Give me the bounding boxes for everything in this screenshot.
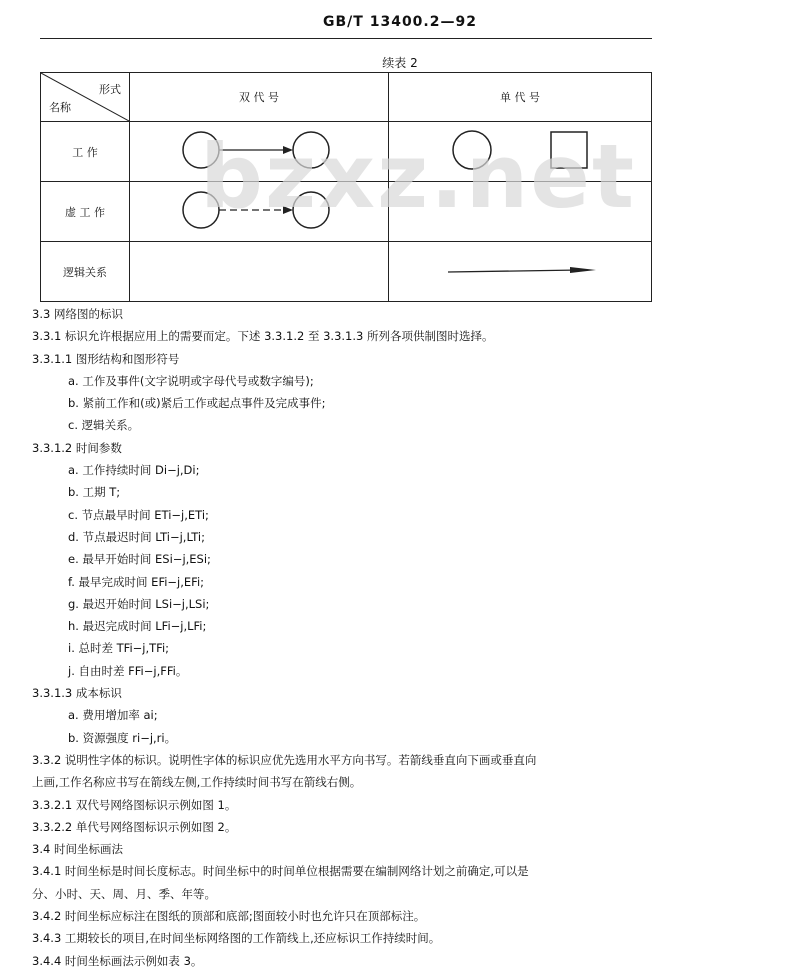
text-line: e. 最早开始时间 ESi−j,ESi; [68, 552, 211, 567]
text-line: 3.4.4 时间坐标画法示例如表 3。 [32, 953, 203, 968]
logic-arrow [420, 260, 620, 280]
end-node-circle [293, 132, 329, 168]
table-caption: 续表 2 [382, 56, 418, 70]
table-header-row [41, 73, 652, 122]
text-line: 3.3.1.3 成本标识 [32, 686, 122, 701]
double-logic-empty [130, 242, 389, 302]
double-work-symbol [130, 122, 389, 182]
end-node-circle [293, 192, 329, 228]
text-line: 上画,工作名称应书写在箭线左侧,工作持续时间书写在箭线右侧。 [32, 775, 362, 790]
text-line: 3.3.1 标识允许根据应用上的需要而定。下述 3.3.1.2 至 3.3.1.3 所列各项供制图时选择。 [32, 329, 494, 344]
node-square [551, 132, 587, 168]
row-label: 逻辑关系 [41, 242, 130, 302]
text-line: 3.3.1.2 时间参数 [32, 440, 122, 455]
col-header-double: 双 代 号 [130, 73, 389, 122]
text-line: b. 工期 T; [68, 485, 121, 500]
node-circle [453, 131, 491, 169]
header-rule [40, 38, 652, 39]
text-line: 3.3.2 说明性字体的标识。说明性字体的标识应优先选用水平方向书写。若箭线垂直向下画或垂直向 [32, 752, 537, 767]
table-row [41, 122, 652, 182]
row-label: 工 作 [41, 122, 130, 182]
corner-top-label: 形式 [99, 83, 121, 96]
work-arrow-diagram [169, 125, 349, 175]
text-line: 3.4.1 时间坐标是时间长度标志。时间坐标中的时间单位根据需要在编制网络计划之前确定,可以是 [32, 864, 529, 879]
single-node-diagram [430, 125, 610, 175]
table-row [41, 242, 652, 302]
table-row [41, 182, 652, 242]
start-node-circle [183, 192, 219, 228]
text-line: 3.3.1.1 图形结构和图形符号 [32, 351, 180, 366]
document-header: GB/T 13400.2—92 [323, 14, 477, 30]
row-label: 虚 工 作 [41, 182, 130, 242]
text-line: i. 总时差 TFi−j,TFi; [68, 641, 170, 656]
text-line: 3.4.3 工期较长的项目,在时间坐标网络图的工作箭线上,还应标识工作持续时间。 [32, 931, 441, 946]
text-line: 3.3.2.2 单代号网络图标识示例如图 2。 [32, 819, 237, 834]
start-node-circle [183, 132, 219, 168]
text-line: j. 自由时差 FFi−j,FFi。 [68, 663, 188, 678]
text-line: c. 节点最早时间 ETi−j,ETi; [68, 507, 209, 522]
corner-cell [41, 73, 130, 122]
text-line: f. 最早完成时间 EFi−j,EFi; [68, 574, 205, 589]
text-line: 3.4.2 时间坐标应标注在图纸的顶部和底部;图面较小时也允许只在顶部标注。 [32, 909, 426, 924]
watermark: bzxz.net [200, 125, 637, 228]
text-line: b. 紧前工作和(或)紧后工作或起点事件及完成事件; [68, 396, 326, 411]
single-dummy-empty [389, 182, 652, 242]
text-line: a. 工作持续时间 Di−j,Di; [68, 463, 200, 478]
text-line: h. 最迟完成时间 LFi−j,LFi; [68, 619, 207, 634]
text-line: 3.3.2.1 双代号网络图标识示例如图 1。 [32, 797, 237, 812]
text-line: 分、小时、天、周、月、季、年等。 [32, 886, 216, 901]
double-dummy-symbol [130, 182, 389, 242]
text-line: 3.3 网络图的标识 [32, 307, 123, 321]
text-line: g. 最迟开始时间 LSi−j,LSi; [68, 596, 210, 611]
text-line: a. 费用增加率 ai; [68, 708, 158, 723]
text-line: a. 工作及事件(文字说明或字母代号或数字编号); [68, 373, 314, 388]
text-line: c. 逻辑关系。 [68, 418, 140, 433]
corner-bottom-label: 名称 [49, 101, 71, 114]
text-line: 3.4 时间坐标画法 [32, 842, 123, 857]
single-logic-symbol [389, 242, 652, 302]
single-work-symbol [389, 122, 652, 182]
col-header-single: 单 代 号 [389, 73, 652, 122]
symbol-table [40, 72, 652, 302]
document-body [32, 303, 672, 972]
text-line: d. 节点最迟时间 LTi−j,LTi; [68, 529, 206, 544]
dummy-arrow-diagram [169, 185, 349, 235]
text-line: b. 资源强度 ri−j,ri。 [68, 730, 177, 745]
